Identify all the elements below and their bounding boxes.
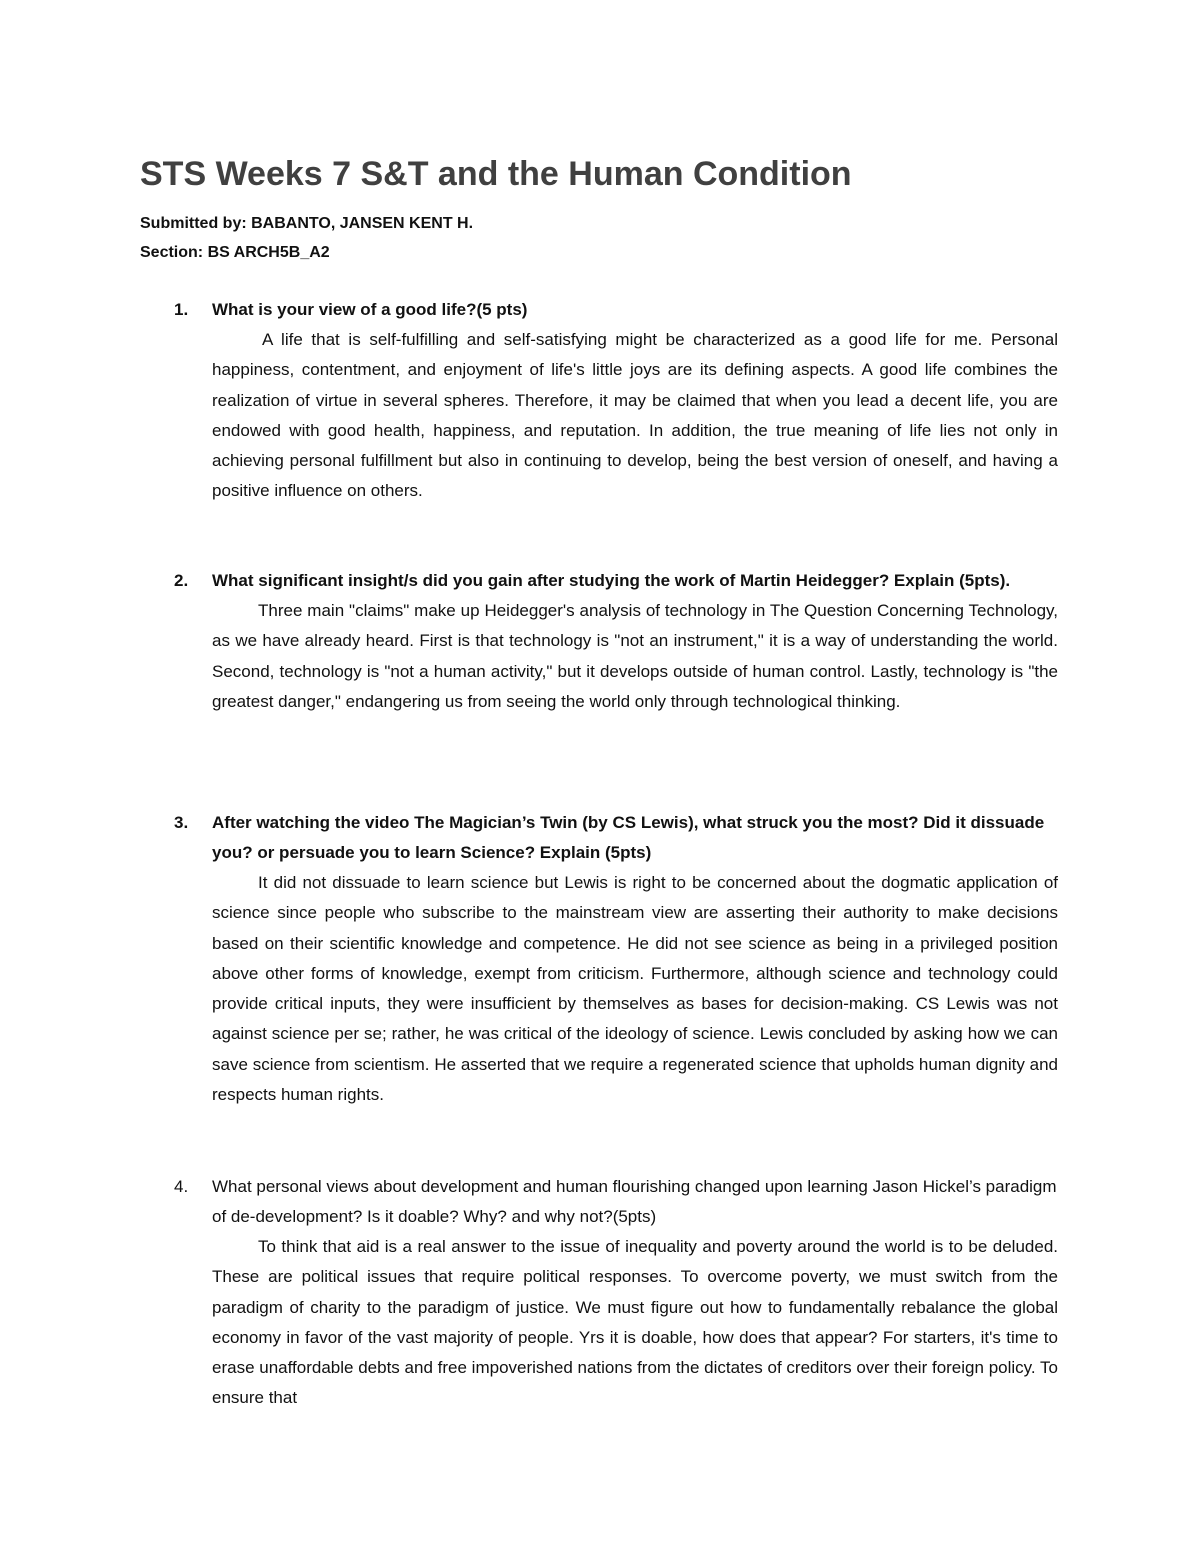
question-number: 4. [174, 1177, 189, 1196]
answer-text: To think that aid is a real answer to the issue of inequality and poverty around the world is to be deluded. These are political issues that require political responses. To overcome poverty, we must switch from the paradigm of charity to the paradigm of justice. We must figure out how to fundamentally rebalance the global economy in favor of the vast majority of people. Yrs it is doable, how does that appear? For starters, it's time to erase unaffordable debts and free impoverished nations from the dictates of creditors over their foreign policy. To ensure that [212, 1237, 1058, 1408]
question-number: 2. [174, 571, 189, 590]
question-item-3 [174, 808, 1058, 1110]
question-item-4 [174, 1172, 1058, 1414]
section-label: Section: BS ARCH5B_A2 [140, 244, 330, 261]
question-text: After watching the video The Magician’s Twin (by CS Lewis), what struck you the most? Did it dissuade you? or persuade you to learn Science? Explain (5pts) [212, 813, 1045, 862]
question-item-2 [174, 566, 1058, 717]
question-number: 3. [174, 813, 189, 832]
question-number: 1. [174, 300, 189, 319]
submitted-by: Submitted by: BABANTO, JANSEN KENT H. [140, 215, 474, 232]
question-text: What is your view of a good life?(5 pts) [212, 300, 528, 319]
answer-text: A life that is self-fulfilling and self-satisfying might be characterized as a good life for me. Personal happiness, contentment, and enjoyment of life's little joys are its defining aspects. A good life combines the realization of virtue in several spheres. Therefore, it may be claimed that when you lead a decent life, you are endowed with good health, happiness, and reputation. In addition, the true meaning of life lies not only in achieving personal fulfillment but also in continuing to develop, being the best version of oneself, and having a positive influence on others. [212, 330, 1058, 501]
question-text: What significant insight/s did you gain after studying the work of Martin Heidegger? Explain (5pts). [212, 571, 1011, 590]
answer-text: Three main "claims" make up Heidegger's analysis of technology in The Question Concerning Technology, as we have already heard. First is that technology is "not an instrument," it is a way of understanding the world. Second, technology is "not a human activity," but it develops outside of human control. Lastly, technology is "the greatest danger," endangering us from seeing the world only through technological thinking. [212, 601, 1058, 711]
answer-text: It did not dissuade to learn science but Lewis is right to be concerned about the dogmatic application of science since people who subscribe to the mainstream view are asserting their authority to make decisions based on their scientific knowledge and competence. He did not see science as being in a privileged position above other forms of knowledge, exempt from criticism. Furthermore, although science and technology could provide critical inputs, they were insufficient by themselves as bases for decision-making. CS Lewis was not against science per se; rather, he was critical of the ideology of science. Lewis concluded by asking how we can save science from scientism. He asserted that we require a regenerated science that upholds human dignity and respects human rights. [212, 873, 1058, 1105]
question-text: What personal views about development and human flourishing changed upon learning Jason Hickel’s paradigm of de-development? Is it doable? Why? and why not?(5pts) [212, 1177, 1057, 1226]
document-title: STS Weeks 7 S&T and the Human Condition [140, 155, 852, 193]
question-item-1 [174, 295, 1058, 507]
